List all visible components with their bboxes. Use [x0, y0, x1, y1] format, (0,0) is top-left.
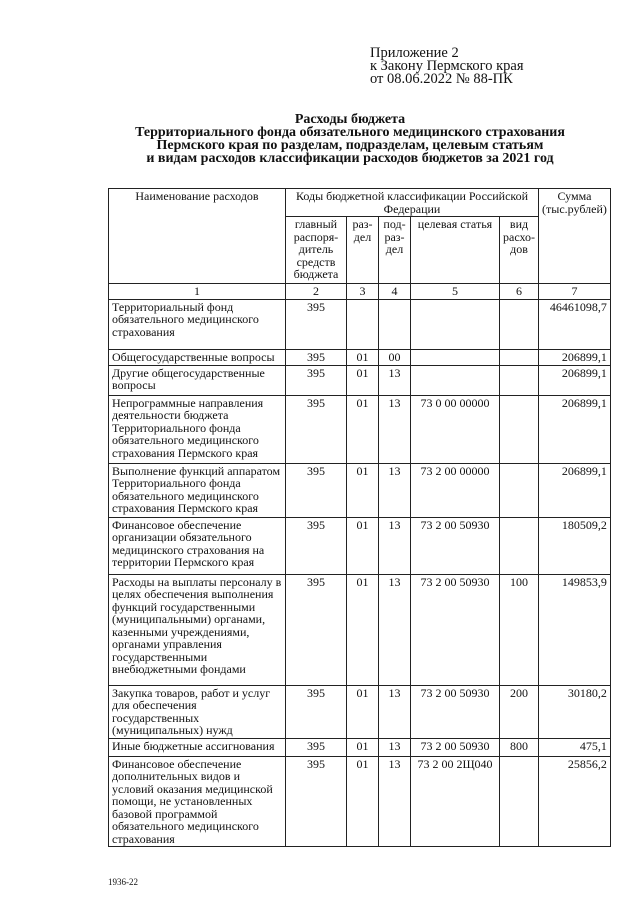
cell-target: 73 2 00 50930: [411, 517, 500, 574]
cell-subsection: 13: [379, 395, 411, 463]
cell-subsection: 00: [379, 349, 411, 365]
cell-name: Иные бюджетные ассигнования: [109, 738, 286, 756]
table-row: [109, 756, 611, 847]
cell-target: 73 2 00 2Щ040: [411, 756, 500, 847]
cell-admin: 395: [286, 574, 347, 685]
table-row: [109, 349, 611, 365]
table-row: [109, 517, 611, 574]
cell-name: Другие общегосударственные вопросы: [109, 365, 286, 395]
header-sum: Сумма (тыс.рублей): [539, 189, 611, 284]
header-name: Наименование расходов: [109, 189, 286, 284]
cell-sum: 206899,1: [539, 395, 611, 463]
table-row: [109, 365, 611, 395]
header-subsection: под-раз-дел: [379, 217, 411, 284]
appendix-line: от 08.06.2022 № 88-ПК: [370, 71, 513, 87]
cell-target: 73 0 00 00000: [411, 395, 500, 463]
cell-section: 01: [347, 685, 379, 738]
cell-admin: 395: [286, 365, 347, 395]
cell-section: 01: [347, 756, 379, 847]
cell-sum: 206899,1: [539, 463, 611, 517]
cell-sum: 180509,2: [539, 517, 611, 574]
col-number: 4: [379, 284, 411, 300]
cell-section: 01: [347, 517, 379, 574]
cell-section: 01: [347, 738, 379, 756]
cell-admin: 395: [286, 685, 347, 738]
cell-sum: 25856,2: [539, 756, 611, 847]
cell-sum: 46461098,7: [539, 299, 611, 349]
cell-type: [500, 349, 539, 365]
cell-target: 73 2 00 50930: [411, 738, 500, 756]
col-number: 7: [539, 284, 611, 300]
document-title: [100, 113, 600, 165]
col-number: 6: [500, 284, 539, 300]
cell-type: 100: [500, 574, 539, 685]
cell-name: Общегосударственные вопросы: [109, 349, 286, 365]
cell-name: Закупка товаров, работ и услуг для обеспечения государственных (муниципальных) нужд: [109, 685, 286, 738]
cell-admin: 395: [286, 299, 347, 349]
cell-name: Территориальный фонд обязательного медицинского страхования: [109, 299, 286, 349]
cell-sum: 149853,9: [539, 574, 611, 685]
col-number: 1: [109, 284, 286, 300]
cell-section: 01: [347, 365, 379, 395]
table-row: [109, 685, 611, 738]
cell-target: 73 2 00 50930: [411, 685, 500, 738]
cell-target: [411, 365, 500, 395]
col-number: 5: [411, 284, 500, 300]
header-admin: главный распоря-дитель средств бюджета: [286, 217, 347, 284]
table-row: [109, 395, 611, 463]
title-line: Пермского края по разделам, подразделам, целевым статьям: [156, 138, 544, 153]
cell-target: 73 2 00 00000: [411, 463, 500, 517]
cell-name: Финансовое обеспечение организации обязательного медицинского страхования на территории Пермского края: [109, 517, 286, 574]
table-row: [109, 463, 611, 517]
cell-type: [500, 395, 539, 463]
cell-type: 800: [500, 738, 539, 756]
cell-subsection: 13: [379, 756, 411, 847]
expenses-table: [108, 188, 611, 847]
cell-sum: 475,1: [539, 738, 611, 756]
footer-code: 1936-22: [108, 877, 138, 887]
cell-section: 01: [347, 574, 379, 685]
cell-sum: 206899,1: [539, 365, 611, 395]
cell-sum: 206899,1: [539, 349, 611, 365]
cell-admin: 395: [286, 756, 347, 847]
cell-subsection: 13: [379, 738, 411, 756]
title-line: Территориального фонда обязательного медицинского страхования: [135, 125, 565, 140]
cell-sum: 30180,2: [539, 685, 611, 738]
cell-type: [500, 299, 539, 349]
cell-section: 01: [347, 463, 379, 517]
table-row: [109, 738, 611, 756]
cell-type: [500, 463, 539, 517]
header-codes: Коды бюджетной классификации Российской Федерации: [286, 189, 539, 217]
cell-subsection: 13: [379, 365, 411, 395]
title-line: и видам расходов классификации расходов бюджетов за 2021 год: [146, 151, 554, 166]
cell-subsection: 13: [379, 574, 411, 685]
cell-name: Расходы на выплаты персоналу в целях обеспечения выполнения функций государственными (муниципальными) органами, казенными учреждениями, органами управления государственными внебюджетными фондами: [109, 574, 286, 685]
cell-subsection: 13: [379, 463, 411, 517]
cell-subsection: [379, 299, 411, 349]
cell-target: [411, 349, 500, 365]
cell-name: Непрограммные направления деятельности бюджета Территориального фонда обязательного медицинского страхования Пермского края: [109, 395, 286, 463]
appendix-line: Приложение 2: [370, 45, 459, 61]
appendix-note: [370, 47, 524, 86]
cell-admin: 395: [286, 349, 347, 365]
cell-section: 01: [347, 395, 379, 463]
cell-name: Выполнение функций аппаратом Территориального фонда обязательного медицинского страхования Пермского края: [109, 463, 286, 517]
col-number: 2: [286, 284, 347, 300]
cell-section: 01: [347, 349, 379, 365]
cell-admin: 395: [286, 517, 347, 574]
cell-admin: 395: [286, 463, 347, 517]
header-section: раз-дел: [347, 217, 379, 284]
table-row: [109, 574, 611, 685]
cell-type: [500, 517, 539, 574]
header-type: вид расхо-дов: [500, 217, 539, 284]
cell-type: 200: [500, 685, 539, 738]
cell-target: [411, 299, 500, 349]
cell-subsection: 13: [379, 517, 411, 574]
cell-type: [500, 365, 539, 395]
col-number: 3: [347, 284, 379, 300]
cell-section: [347, 299, 379, 349]
header-target: целевая статья: [411, 217, 500, 284]
cell-subsection: 13: [379, 685, 411, 738]
cell-admin: 395: [286, 395, 347, 463]
cell-type: [500, 756, 539, 847]
table-row: [109, 299, 611, 349]
cell-target: 73 2 00 50930: [411, 574, 500, 685]
cell-admin: 395: [286, 738, 347, 756]
appendix-line: к Закону Пермского края: [370, 58, 524, 74]
cell-name: Финансовое обеспечение дополнительных видов и условий оказания медицинской помощи, не установленных базовой программой обязательного медицинского страхования: [109, 756, 286, 847]
title-line: Расходы бюджета: [294, 112, 406, 127]
